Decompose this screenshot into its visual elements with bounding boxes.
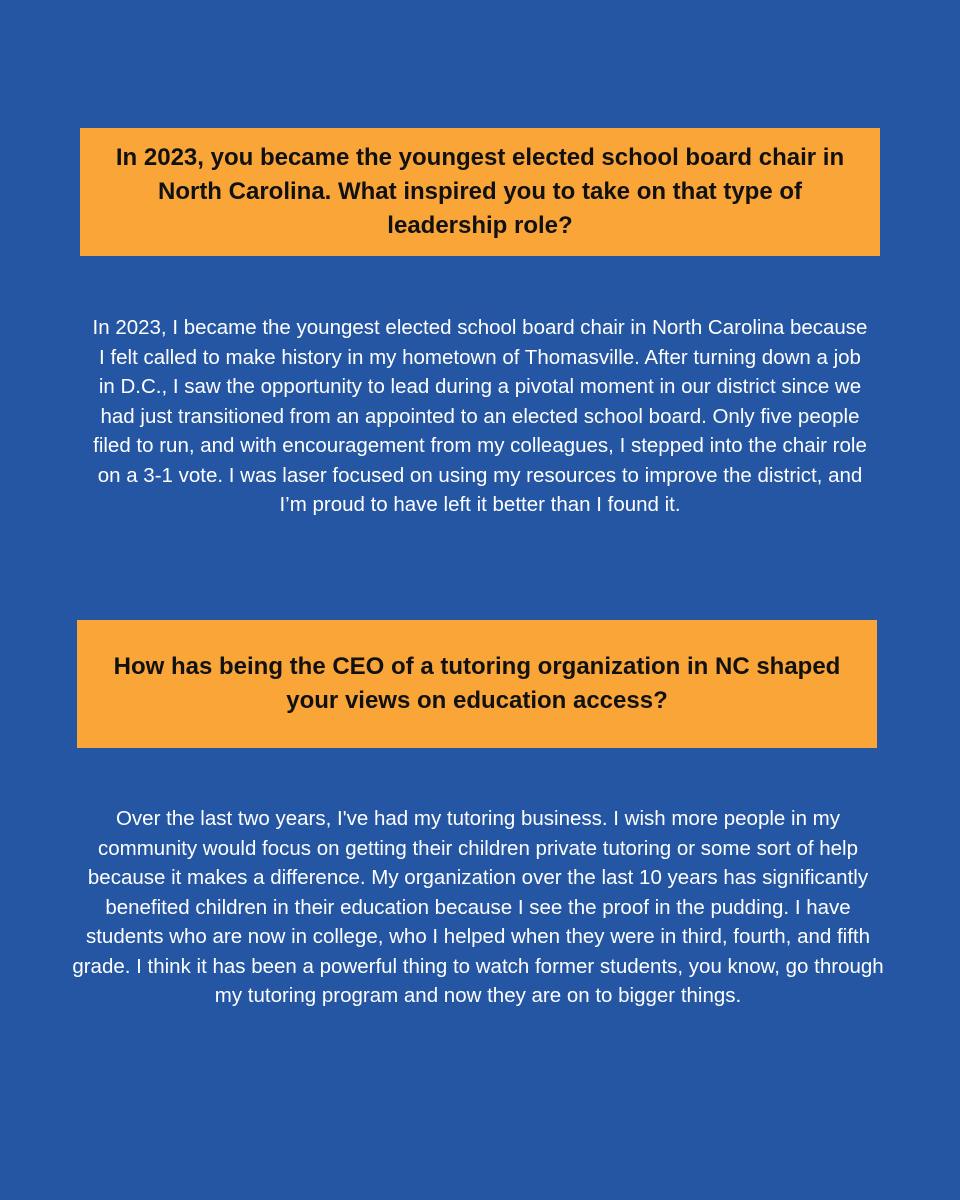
answer-1-text: In 2023, I became the youngest elected school board chair in North Carolina because I felt called to make history in my hometown of Thomasville. After turning down a job in D.C., I saw the opportunity to lead during a pivotal moment in our district since we had just transitioned from an appointed to an elected school board. Only five people filed to run, and with encouragement from my colleagues, I stepped into the chair role on a 3-1 vote. I was laser focused on using my resources to improve the district, and I’m proud to have left it better than I found it. (92, 316, 868, 516)
question-1-text: In 2023, you became the youngest elected school board chair in North Carolina. What inspired you to take on that type of leadership role? (115, 144, 845, 239)
answer-2-text: Over the last two years, I've had my tutoring business. I wish more people in my community would focus on getting their children private tutoring or some sort of help because it makes a difference. My organization over the last 10 years has significantly benefited children in their education because I see the proof in the pudding. I have students who are now in college, who I helped when they were in third, fourth, and fifth grade. I think it has been a powerful thing to watch former students, you know, go through my tutoring program and now they are on to bigger things. (72, 807, 884, 1007)
question-box-2 (77, 620, 877, 748)
question-box-1 (80, 128, 880, 256)
question-2-text: How has being the CEO of a tutoring organization in NC shaped your views on education access? (113, 653, 841, 714)
